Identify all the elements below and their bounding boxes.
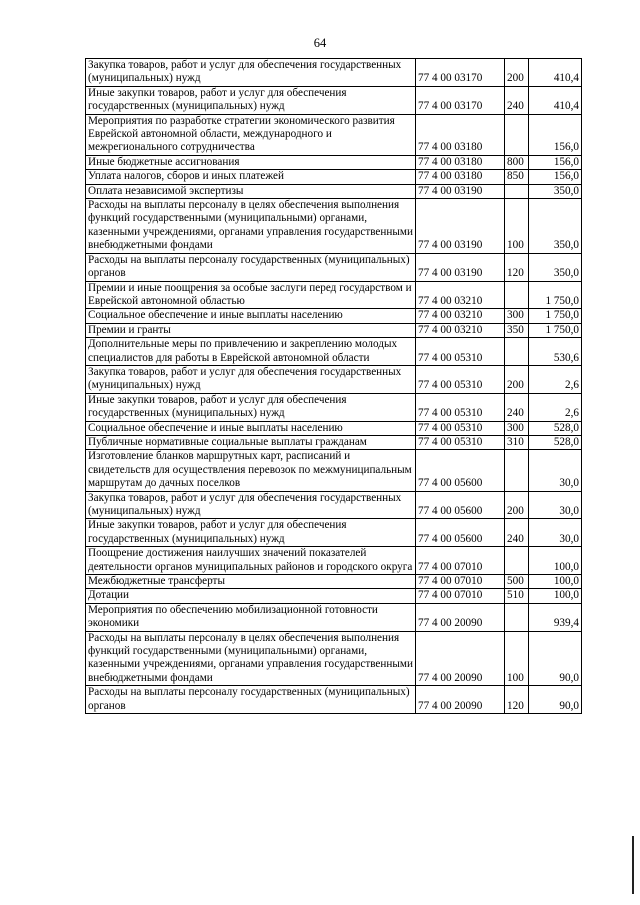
row-vr-cell: 850 [505,170,529,184]
row-sum-cell: 2,6 [529,365,582,393]
row-csr-cell: 77 4 00 20090 [416,686,505,714]
row-csr-cell: 77 4 00 07010 [416,547,505,575]
table-row [86,435,582,449]
row-vr-cell [505,547,529,575]
row-vr-cell [505,114,529,155]
table-row [86,170,582,184]
page-number: 64 [313,36,327,50]
row-csr-cell: 77 4 00 20090 [416,603,505,631]
table-row [86,323,582,337]
row-csr-cell: 77 4 00 03170 [416,86,505,114]
row-sum-cell: 350,0 [529,199,582,254]
row-sum-cell: 156,0 [529,155,582,169]
table-row [86,114,582,155]
row-name-cell: Премии и гранты [86,323,416,337]
row-vr-cell: 310 [505,435,529,449]
row-name-cell: Иные закупки товаров, работ и услуг для обеспечения государственных (муниципальных) нужд [86,86,416,114]
scan-edge-mark [632,836,634,894]
row-vr-cell: 200 [505,491,529,519]
table-row [86,491,582,519]
row-name-cell: Дотации [86,589,416,603]
row-name-cell: Иные закупки товаров, работ и услуг для обеспечения государственных (муниципальных) нужд [86,519,416,547]
row-sum-cell: 30,0 [529,450,582,491]
row-csr-cell: 77 4 00 03180 [416,155,505,169]
row-vr-cell [505,603,529,631]
row-vr-cell [505,450,529,491]
row-vr-cell [505,338,529,366]
row-sum-cell: 410,4 [529,86,582,114]
row-vr-cell: 300 [505,421,529,435]
row-vr-cell: 350 [505,323,529,337]
row-vr-cell: 510 [505,589,529,603]
row-name-cell: Межбюджетные трансферты [86,575,416,589]
row-vr-cell: 240 [505,86,529,114]
row-vr-cell: 800 [505,155,529,169]
row-csr-cell: 77 4 00 07010 [416,575,505,589]
row-sum-cell: 1 750,0 [529,323,582,337]
row-name-cell: Социальное обеспечение и иные выплаты населению [86,309,416,323]
row-name-cell: Оплата независимой экспертизы [86,184,416,198]
row-sum-cell: 410,4 [529,59,582,87]
row-name-cell: Иные бюджетные ассигнования [86,155,416,169]
row-name-cell: Публичные нормативные социальные выплаты гражданам [86,435,416,449]
row-sum-cell: 156,0 [529,170,582,184]
row-name-cell: Премии и иные поощрения за особые заслуги перед государством и Еврейской автономной областью [86,281,416,309]
row-sum-cell: 90,0 [529,631,582,686]
row-sum-cell: 350,0 [529,253,582,281]
row-csr-cell: 77 4 00 03180 [416,114,505,155]
budget-table [85,58,582,714]
row-vr-cell [505,281,529,309]
row-sum-cell: 100,0 [529,547,582,575]
row-csr-cell: 77 4 00 03210 [416,281,505,309]
row-csr-cell: 77 4 00 05600 [416,450,505,491]
row-csr-cell: 77 4 00 05600 [416,491,505,519]
row-csr-cell: 77 4 00 03190 [416,184,505,198]
table-row [86,575,582,589]
row-csr-cell: 77 4 00 20090 [416,631,505,686]
row-csr-cell: 77 4 00 03180 [416,170,505,184]
table-row [86,253,582,281]
row-sum-cell: 100,0 [529,575,582,589]
row-name-cell: Расходы на выплаты персоналу государственных (муниципальных) органов [86,686,416,714]
table-row [86,450,582,491]
row-sum-cell: 100,0 [529,589,582,603]
row-sum-cell: 2,6 [529,393,582,421]
table-row [86,338,582,366]
row-vr-cell: 200 [505,365,529,393]
row-name-cell: Изготовление бланков маршрутных карт, расписаний и свидетельств для осуществления перевозок по межмуниципальным маршрутам до дачных поселков [86,450,416,491]
table-row [86,184,582,198]
row-csr-cell: 77 4 00 03190 [416,253,505,281]
table-row [86,393,582,421]
table-row [86,365,582,393]
row-name-cell: Уплата налогов, сборов и иных платежей [86,170,416,184]
row-name-cell: Закупка товаров, работ и услуг для обеспечения государственных (муниципальных) нужд [86,59,416,87]
row-csr-cell: 77 4 00 07010 [416,589,505,603]
row-name-cell: Расходы на выплаты персоналу в целях обеспечения выполнения функций государственными (муниципальными) органами, казенными учреждениями, органами управления государственными внебюджетными фондами [86,199,416,254]
row-vr-cell: 240 [505,393,529,421]
row-vr-cell: 300 [505,309,529,323]
table-row [86,155,582,169]
row-csr-cell: 77 4 00 05310 [416,338,505,366]
row-csr-cell: 77 4 00 03190 [416,199,505,254]
row-vr-cell: 100 [505,199,529,254]
row-csr-cell: 77 4 00 03210 [416,323,505,337]
row-sum-cell: 156,0 [529,114,582,155]
row-name-cell: Иные закупки товаров, работ и услуг для обеспечения государственных (муниципальных) нужд [86,393,416,421]
row-csr-cell: 77 4 00 05310 [416,393,505,421]
table-row [86,86,582,114]
table-row [86,519,582,547]
row-sum-cell: 939,4 [529,603,582,631]
row-vr-cell: 120 [505,686,529,714]
row-csr-cell: 77 4 00 05600 [416,519,505,547]
table-row [86,631,582,686]
row-vr-cell: 120 [505,253,529,281]
table-row [86,281,582,309]
row-vr-cell [505,184,529,198]
row-name-cell: Социальное обеспечение и иные выплаты населению [86,421,416,435]
table-row [86,686,582,714]
row-csr-cell: 77 4 00 03170 [416,59,505,87]
table-row [86,603,582,631]
row-sum-cell: 530,6 [529,338,582,366]
row-sum-cell: 90,0 [529,686,582,714]
row-vr-cell: 200 [505,59,529,87]
row-csr-cell: 77 4 00 03210 [416,309,505,323]
row-sum-cell: 30,0 [529,519,582,547]
row-sum-cell: 528,0 [529,421,582,435]
table-row [86,309,582,323]
row-csr-cell: 77 4 00 05310 [416,435,505,449]
row-name-cell: Мероприятия по разработке стратегии экономического развития Еврейской автономной области, международного и межрегионального сотрудничества [86,114,416,155]
row-name-cell: Закупка товаров, работ и услуг для обеспечения государственных (муниципальных) нужд [86,365,416,393]
row-name-cell: Дополнительные меры по привлечению и закреплению молодых специалистов для работы в Еврейской автономной области [86,338,416,366]
row-sum-cell: 30,0 [529,491,582,519]
row-sum-cell: 528,0 [529,435,582,449]
row-vr-cell: 100 [505,631,529,686]
row-sum-cell: 1 750,0 [529,309,582,323]
row-csr-cell: 77 4 00 05310 [416,421,505,435]
table-row [86,589,582,603]
row-sum-cell: 1 750,0 [529,281,582,309]
row-csr-cell: 77 4 00 05310 [416,365,505,393]
row-name-cell: Расходы на выплаты персоналу в целях обеспечения выполнения функций государственными (муниципальными) органами, казенными учреждениями, органами управления государственными внебюджетными фондами [86,631,416,686]
table-row [86,421,582,435]
table-row [86,547,582,575]
table-row [86,199,582,254]
row-vr-cell: 240 [505,519,529,547]
row-name-cell: Мероприятия по обеспечению мобилизационной готовности экономики [86,603,416,631]
row-name-cell: Поощрение достижения наилучших значений показателей деятельности органов муниципальных районов и городского округа [86,547,416,575]
row-sum-cell: 350,0 [529,184,582,198]
row-name-cell: Расходы на выплаты персоналу государственных (муниципальных) органов [86,253,416,281]
table-row [86,59,582,87]
row-vr-cell: 500 [505,575,529,589]
row-name-cell: Закупка товаров, работ и услуг для обеспечения государственных (муниципальных) нужд [86,491,416,519]
